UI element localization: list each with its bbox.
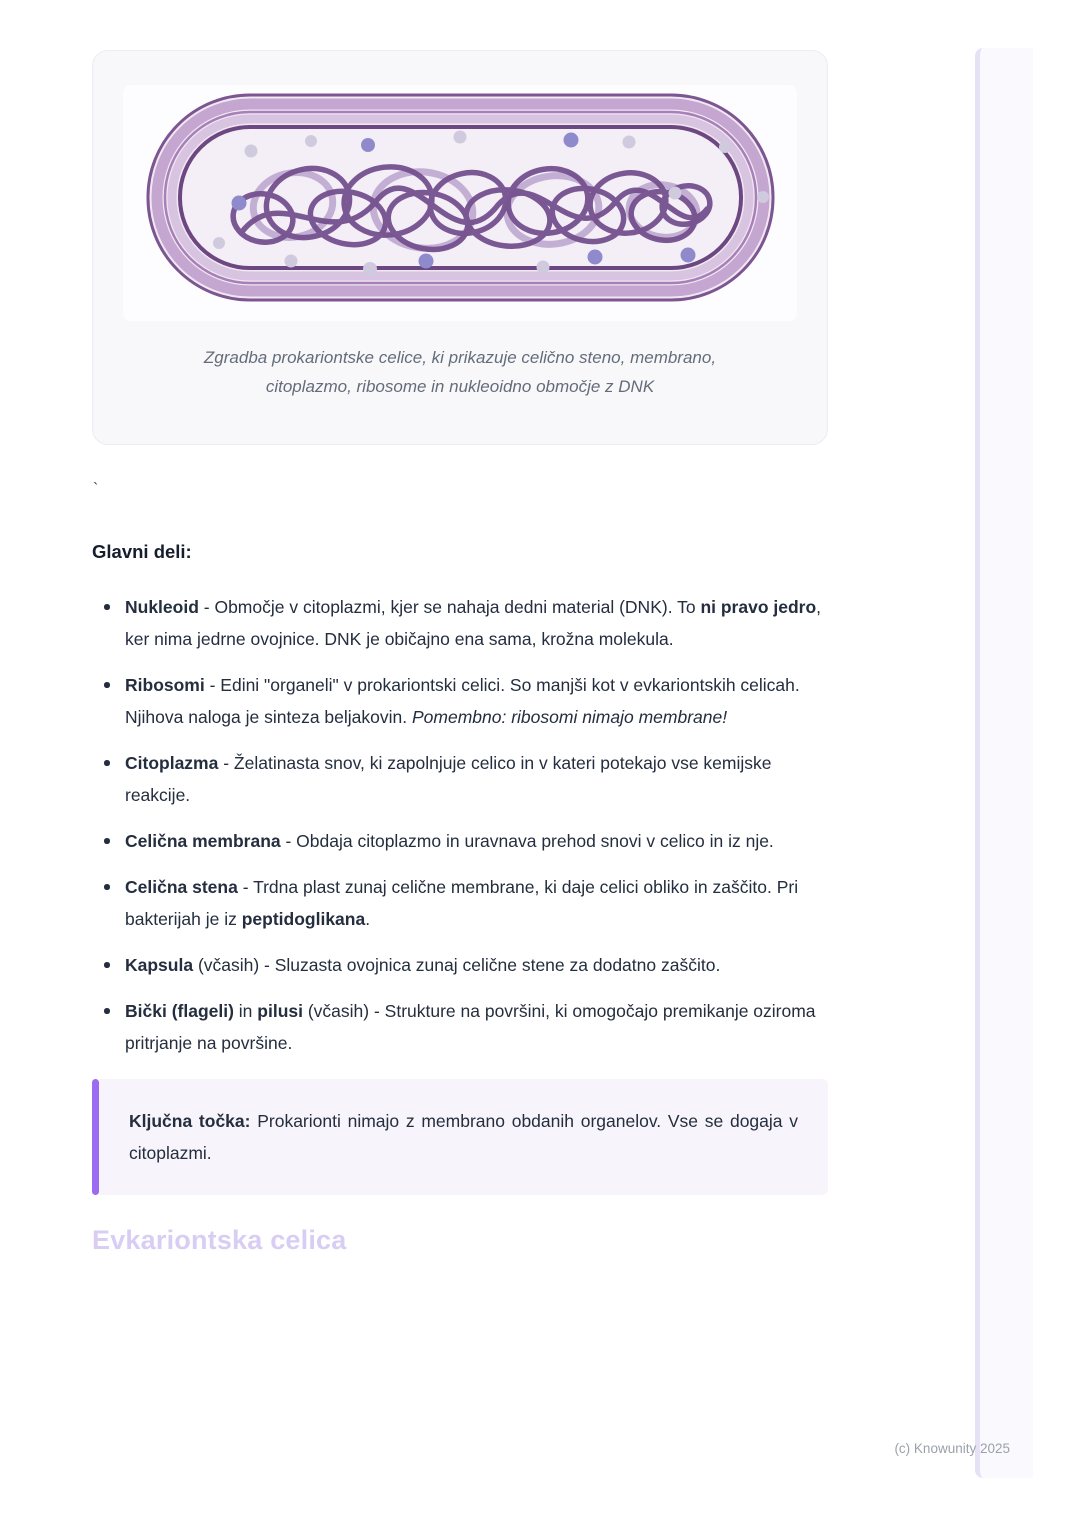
section-heading-evkariontska-celica: Evkariontska celica (92, 1225, 347, 1255)
figure-caption-line2: citoplazmo, ribosome in nukleoidno območje z DNK (265, 377, 655, 396)
figure-caption-line1: Zgradba prokariontske celice, ki prikazuje celično steno, membrano, (203, 348, 717, 367)
list-item (92, 995, 828, 1059)
text-run: Prokarionti nimajo z membrano obdanih organelov. Vse se dogaja v citoplazmi. (129, 1111, 798, 1163)
text-run: Pomembno: ribosomi nimajo membrane! (411, 707, 728, 727)
figure-frame (123, 85, 797, 321)
callout-text (129, 1105, 798, 1169)
text-run: Nukleoid (125, 597, 199, 617)
text-run: ni pravo jedro (700, 597, 817, 617)
text-run: (včasih) - Sluzasta ovojnica zunaj celične stene za dodatno zaščito. (193, 955, 721, 975)
text-run: Ribosomi (125, 675, 205, 695)
text-run: Celična stena (125, 877, 238, 897)
text-run: (včasih) - Strukture na površini, ki omogočajo premikanje oziroma pritrjanje na površine. (125, 1001, 816, 1053)
text-run: - Želatinasta snov, ki zapolnjuje celico in v kateri potekajo vse kemijske reakcije. (125, 753, 772, 805)
next-page-edge (975, 48, 1033, 1478)
list-item (92, 825, 828, 857)
text-run: - Edini "organeli" v prokariontski celici. So manjši kot v evkariontskih celicah. Njihova naloga je sinteza beljakovin. (125, 675, 800, 727)
text-run: - Obdaja citoplazmo in uravnava prehod snovi v celico in iz nje. (280, 831, 774, 851)
text-run: - Območje v citoplazmi, kjer se nahaja dedni material (DNK). To (198, 597, 701, 617)
figure-caption (130, 343, 790, 401)
text-run: , ker nima jedrne ovojnice. DNK je običajno ena sama, krožna molekula. (125, 597, 822, 649)
text-run: Kapsula (125, 955, 194, 975)
list-item (92, 591, 828, 655)
text-run: Citoplazma (125, 753, 219, 773)
text-run: pilusi (257, 1001, 303, 1021)
key-point-callout (92, 1079, 828, 1195)
text-run: - Trdna plast zunaj celične membrane, ki daje celici obliko in zaščito. Pri bakterijah je iz (125, 877, 799, 929)
text-run: peptidoglikana (241, 909, 366, 929)
text-run: Celična membrana (125, 831, 281, 851)
text-run: Ključna točka: (129, 1111, 251, 1131)
main-parts-list (92, 591, 828, 1059)
text-run: Bički (flageli) (125, 1001, 234, 1021)
list-item (92, 871, 828, 935)
list-item (92, 747, 828, 811)
section-heading-glavni-deli: Glavni deli: (92, 541, 192, 562)
list-item (92, 669, 828, 733)
text-run: in (233, 1001, 258, 1021)
figure-card (92, 50, 828, 445)
list-item (92, 949, 828, 981)
copyright-notice: (c) Knowunity 2025 (894, 1441, 1010, 1456)
stray-backtick: ` (93, 481, 99, 498)
callout-box (99, 1079, 828, 1195)
document-content (92, 0, 828, 1256)
text-run: . (365, 909, 371, 929)
callout-accent-bar (92, 1079, 99, 1195)
prokaryote-cell-illustration (123, 85, 797, 321)
